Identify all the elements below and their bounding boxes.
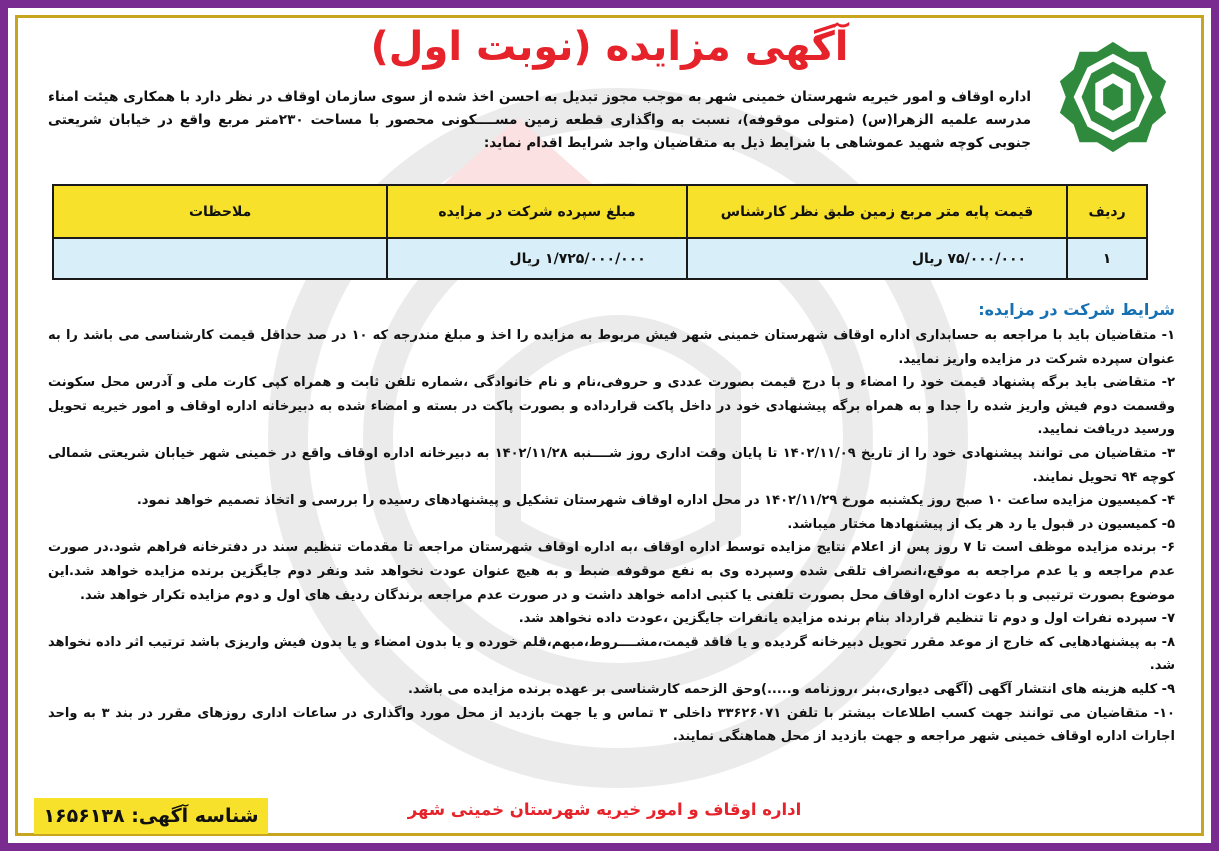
- column-header-notes: ملاحظات: [53, 185, 387, 238]
- condition-item: ۴- کمیسیون مزایده ساعت ۱۰ صبح روز یکشنبه مورخ ۱۴۰۲/۱۱/۲۹ در محل اداره اوقاف شهرستان تشکیل و پیشنهادهای رسیده را بررسی و اتخاذ تصمیم خواهد نمود.: [136, 493, 1175, 509]
- condition-item: ۳- متقاضیان می توانند پیشنهادی خود را از تاریخ ۱۴۰۲/۱۱/۰۹ تا پایان وقت اداری روز شــــنبه ۱۴۰۲/۱۱/۲۸ به دبیرخانه اداره اوقاف واقع در خمینی شهر خیابان شریعتی شمالی کوچه ۹۴ تحویل نمایند.: [48, 445, 1175, 485]
- page-title: آگهی مزایده (نوبت اول): [370, 24, 849, 70]
- cell-base-price: ۷۵/۰۰۰/۰۰۰ ریال: [687, 238, 1067, 279]
- cell-notes: [53, 238, 387, 279]
- condition-item: ۱۰- متقاضیان می توانند جهت کسب اطلاعات بیشتر با تلفن ۳۳۶۲۶۰۷۱ داخلی ۳ تماس و یا جهت بازدید از محل مورد واگذاری در ساعات اداری روزهای مقرر در بند ۳ به واحد اجارات اداره اوقاف خمینی شهر مراجعه و جهت بازدید از محل هماهنگی نمایند.: [48, 705, 1175, 745]
- table-header-row: [53, 185, 1147, 238]
- table-row: [53, 238, 1147, 279]
- column-header-base-price: قیمت پایه متر مربع زمین طبق نظر کارشناس: [687, 185, 1067, 238]
- condition-item: ۸- به پیشنهادهایی که خارج از موعد مقرر تحویل دبیرخانه گردیده و یا فاقد قیمت،مشــــروط،مبهم،قلم خورده و یا بدون امضاء و یا بدون فیش واریزی باشد ترتیب اثر داده نخواهد شد.: [48, 634, 1175, 674]
- auction-table: [52, 184, 1148, 280]
- footer-organization: اداره اوقاف و امور خیریه شهرستان خمینی شهر: [407, 800, 802, 819]
- ad-id-badge: شناسه آگهی: ۱۶۵۶۱۳۸: [34, 798, 268, 834]
- conditions-list: [48, 324, 1175, 749]
- condition-item: ۲- متقاضی باید برگه پشنهاد قیمت خود را امضاء و با درج قیمت بصورت عددی و حروفی،نام و نام خانوادگی ،شماره تلفن ثابت و همراه کپی کارت ملی و آدرس محل سکونت وقسمت دوم فیش واریز شده را جدا و به همراه برگه پیشنهادی خود در داخل پاکت قرارداده و بصورت پاکت در بسته و امضاء شده به دبیرخانه اداره اوقاف و امور خیریه تحویل ورسید دریافت نمایید.: [48, 375, 1175, 438]
- condition-item: ۱- متقاضیان باید با مراجعه به حسابداری اداره اوقاف شهرستان خمینی شهر فیش مربوط به مزایده را اخذ و مبلغ مندرجه که ۱۰ در صد حداقل قیمت کارشناسی می باشد را به عنوان سپرده شرکت در مزایده واریز نمایید.: [48, 328, 1175, 367]
- column-header-row-number: ردیف: [1067, 185, 1147, 238]
- intro-paragraph: اداره اوقاف و امور خیریه شهرستان خمینی شهر به موجب مجوز تبدیل به احسن اخذ شده از سوی سازمان اوقاف در نظر دارد با همکاری هیئت امناء مدرسه علمیه الزهرا(س) (متولی موقوفه)، نسبت به واگذاری قطعه زمین مســــکونی محصور با مساحت ۲۳۰متر مربع واقع در خیابان شریعتی جنوبی کوچه شهید عموشاهی با شرایط ذیل به متقاضیان واجد شرایط اقدام نماید:: [48, 89, 1031, 151]
- condition-item: ۹- کلیه هزینه های انتشار آگهی (آگهی دیواری،بنر ،روزنامه و.....)وحق الزحمه کارشناسی بر عهده برنده مزایده می باشد.: [407, 681, 1175, 697]
- condition-item: ۷- سپرده نفرات اول و دوم تا تنظیم قرارداد بنام برنده مزایده یانفرات جایگزین ،عودت داده نخواهد شد.: [518, 611, 1175, 627]
- column-header-deposit: مبلغ سپرده شرکت در مزایده: [387, 185, 687, 238]
- cell-row-number: ۱: [1067, 238, 1147, 279]
- condition-item: ۶- برنده مزایده موظف است تا ۷ روز پس از اعلام نتایج مزایده توسط اداره اوقاف ،به اداره اوقاف شهرستان مراجعه تا مقدمات تنظیم سند در دفترخانه فراهم شود.در صورت عدم مراجعه و یا عدم مراجعه به موقع،انصراف تلقی شده وسپرده وی به نفع موقوفه ضبط و به هیچ عنوان عودت نخواهد شد ونفر دوم جایگزین برنده مزایده خواهد شد.این موضوع بصورت ترتیبی و با دعوت اداره اوقاف محل بصورت تلفنی یا کتبی ادامه خواهد داشت و در صورت عدم مراجعه برندگان ردیف های اول و دوم مزایده تکرار خواهد شد.: [48, 540, 1176, 603]
- condition-item: ۵- کمیسیون در قبول یا رد هر یک از پیشنهادها مختار میباشد.: [787, 516, 1175, 532]
- cell-deposit: ۱/۷۲۵/۰۰۰/۰۰۰ ریال: [387, 238, 687, 279]
- conditions-heading: شرایط شرکت در مزایده:: [978, 300, 1175, 319]
